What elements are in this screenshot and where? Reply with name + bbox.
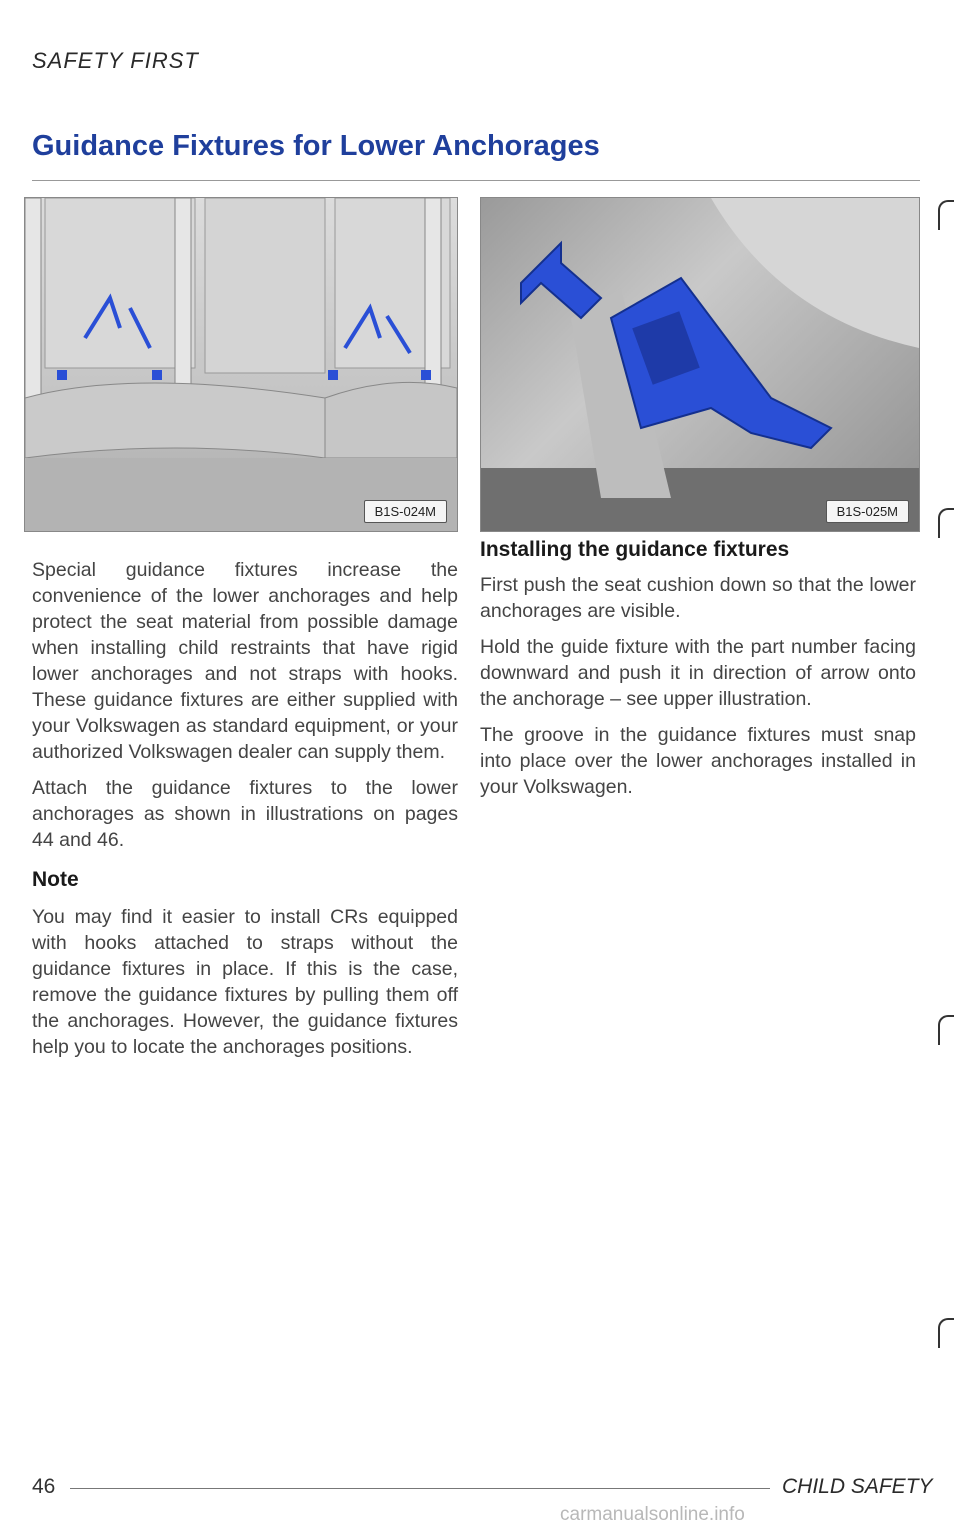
note-column	[32, 904, 458, 1070]
watermark: carmanualsonline.info	[560, 1504, 745, 1525]
binder-mark	[938, 508, 954, 538]
binder-mark	[938, 200, 954, 230]
fixture-drawing	[481, 198, 919, 531]
seat-anchorage-drawing	[25, 198, 457, 531]
guidance-fixture-illustration	[480, 197, 920, 532]
footer-divider	[70, 1488, 770, 1489]
note-paragraph: You may find it easier to install CRs equipped with hooks attached to straps without the guidance fixtures in place. If this is the case, remove the guidance fixtures by pulling them off the anchorages. However, the guidance fixtures help you to locate the anchorages positions.	[32, 906, 458, 1058]
step1-paragraph: First push the seat cushion down so that the lower anchorages are visible.	[480, 574, 916, 622]
title-divider	[32, 180, 920, 181]
note-heading: Note	[32, 868, 79, 891]
binder-mark	[938, 1015, 954, 1045]
figure-code-right: B1S-025M	[826, 500, 909, 523]
page-number: 46	[32, 1475, 56, 1498]
attach-paragraph: Attach the guidance fixtures to the lower anchorages as shown in illustrations on pages 44 and 46.	[32, 777, 458, 851]
installing-heading: Installing the guidance fixtures	[480, 538, 790, 561]
binder-mark	[938, 1318, 954, 1348]
figure-code-left: B1S-024M	[364, 500, 447, 523]
rear-seat-illustration	[24, 197, 458, 532]
step2-paragraph: Hold the guide fixture with the part number facing downward and push it in direction of arrow onto the anchorage – see upper illustration.	[480, 636, 916, 710]
left-text-column	[32, 557, 458, 863]
right-text-column	[480, 572, 916, 810]
direction-arrow-icon	[521, 243, 601, 318]
page-title: Guidance Fixtures for Lower Anchorages	[32, 130, 600, 162]
step3-paragraph: The groove in the guidance fixtures must snap into place over the lower anchorages installed in your Volkswagen.	[480, 724, 916, 798]
running-header: SAFETY FIRST	[32, 48, 199, 73]
intro-paragraph: Special guidance fixtures increase the convenience of the lower anchorages and help protect the seat material from possible damage when installing child restraints that have rigid lower anchorages and not straps with hooks. These guidance fixtures are either supplied with your Volkswagen as standard equipment, or your authorized Volkswagen dealer can supply them.	[32, 559, 458, 763]
footer-section: CHILD SAFETY	[782, 1475, 933, 1498]
